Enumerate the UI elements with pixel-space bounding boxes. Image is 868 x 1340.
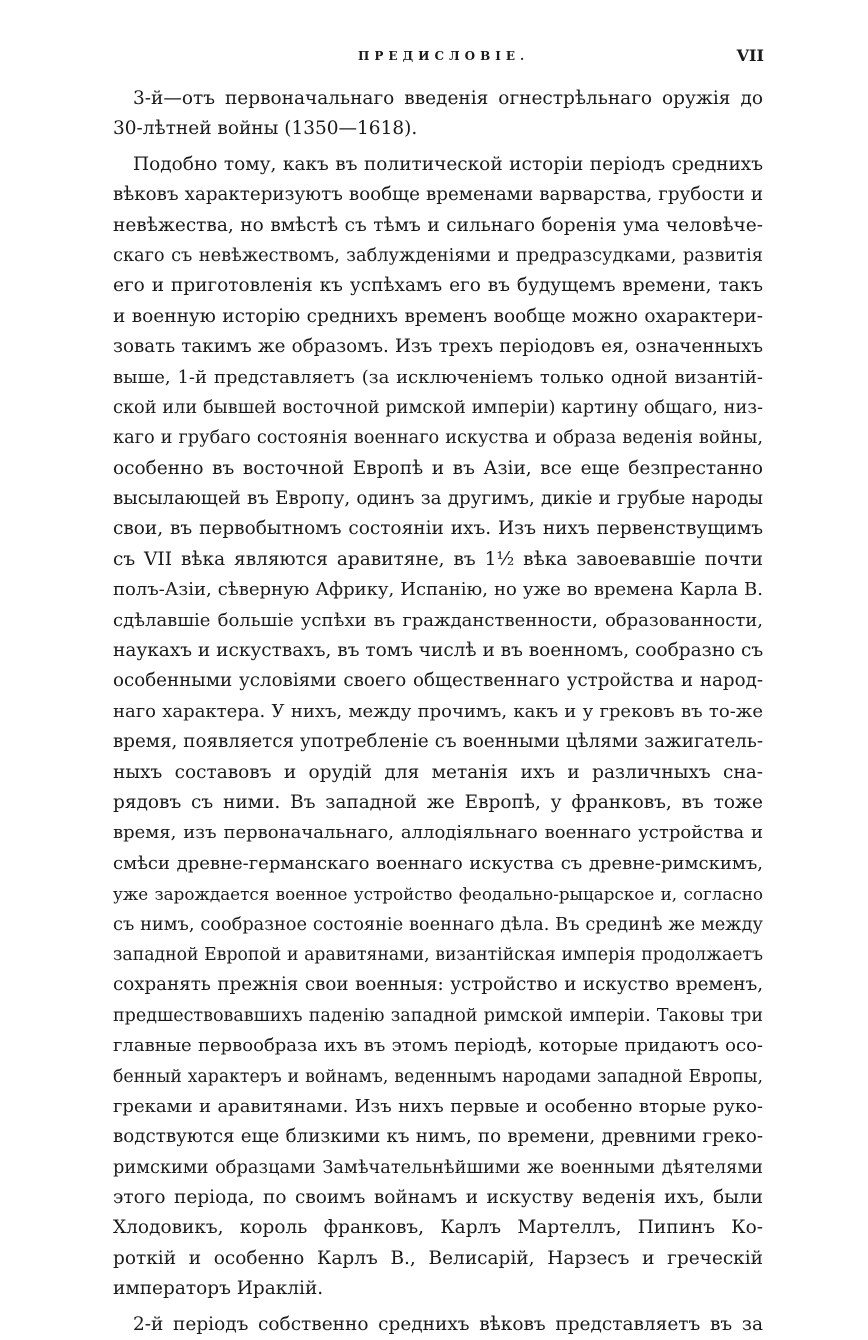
text-line: его и приготовленія къ успѣхамъ его въ будущемъ времени, такъ [113, 275, 763, 297]
text-line: время, изъ первоначальнаго, аллодіяльнаго военнаго устройства и [113, 822, 763, 844]
text-line: Хлодовикъ, король франковъ, Карлъ Мартеллъ, Пипинъ Ко- [113, 1217, 763, 1239]
text-line: свои, въ первобытномъ состояніи ихъ. Изъ нихъ первенствущимъ [113, 518, 763, 540]
text-line: греками и аравитянами. Изъ нихъ первые и особенно вторые руко- [113, 1095, 763, 1117]
text-line: наукахъ и искуствахъ, въ томъ числѣ и въ военномъ, сообразно съ [113, 640, 763, 662]
text-line: зовать такимъ же образомъ. Изъ трехъ періодовъ ея, означенныхъ [113, 336, 763, 358]
text-line: императоръ Ираклій. [113, 1278, 324, 1300]
text-line: полъ-Азіи, сѣверную Африку, Испанію, но уже во времена Карла В. [113, 579, 763, 601]
text-line: предшествовавшихъ паденію западной римской имперіи. Таковы три [113, 1005, 763, 1026]
text-line: 2-й періодъ собственно среднихъ вѣковъ представляетъ въ за [133, 1313, 763, 1335]
page-body [113, 84, 763, 1340]
text-line: рядовъ съ ними. Въ западной же Европѣ, у франковъ, въ тоже [113, 791, 763, 813]
text-line: бенный характеръ и войнамъ, веденнымъ народами западной Европы, [113, 1066, 763, 1087]
page-header [0, 44, 868, 74]
text-line: римскими образцами Замѣчательнѣйшими же военными дѣятелями [113, 1157, 763, 1178]
text-line: и военную исторію среднихъ временъ вообще можно охарактери- [113, 305, 763, 327]
text-line: вѣковъ характеризуютъ вообще временами варварства, грубости и [113, 184, 763, 206]
paragraph [113, 150, 763, 1305]
text-line: время, появляется употребленіе съ военными цѣлями зажигатель- [113, 731, 763, 753]
paragraph [113, 84, 763, 145]
text-line: невѣжества, но вмѣстѣ съ тѣмъ и сильнаго боренія ума человѣче- [113, 214, 763, 236]
text-line: западной Европой и аравитянами, византійская имперія продолжаетъ [113, 944, 763, 965]
text-line: наго характера. У нихъ, между прочимъ, какъ и у грековъ въ то-же [113, 700, 763, 722]
text-line: съ нимъ, сообразное состояніе военнаго дѣла. Въ срединѣ же между [113, 914, 763, 935]
text-line: выше, 1-й представляетъ (за исключеніемъ только одной византій- [113, 366, 763, 388]
text-line: Подобно тому, какъ въ политической исторіи періодъ среднихъ [133, 153, 763, 175]
text-line: особенно въ восточной Европѣ и въ Азіи, все еще безпрестанно [113, 457, 763, 479]
text-line: 30-лѣтней войны (1350—1618). [113, 118, 418, 140]
text-line: главные первообраза ихъ въ этомъ періодѣ, которые придаютъ осо- [113, 1035, 763, 1057]
running-head: ПРЕДИСЛОВІЕ. [358, 49, 530, 63]
text-line: скаго съ невѣжествомъ, заблужденіями и предразсудками, развитія [113, 245, 763, 266]
text-line: роткій и особенно Карлъ В., Велисарій, Нарзесъ и греческій [113, 1247, 763, 1269]
text-line: ныхъ составовъ и орудій для метанія ихъ и различныхъ сна- [113, 761, 763, 783]
text-line: сохранять прежнія свои военныя: устройство и искуство временъ, [113, 974, 763, 996]
text-line: особенными условіями своего общественнаго устройства и народ- [113, 670, 763, 692]
text-line: высылающей въ Европу, одинъ за другимъ, дикіе и грубые народы [113, 488, 763, 510]
paragraph [113, 1310, 763, 1340]
text-line: съ VII вѣка являются аравитяне, въ 1½ вѣка завоевавшіе почти [113, 548, 763, 570]
text-line: смѣси древне-германскаго военнаго искуства съ древне-римскимъ, [113, 852, 763, 874]
page-number: VII [736, 46, 764, 65]
text-line: сдѣлавшіе большіе успѣхи въ гражданственности, образованности, [113, 609, 763, 631]
text-line: этого періода, по своимъ войнамъ и искуству веденія ихъ, были [113, 1187, 763, 1209]
text-line: каго и грубаго состоянія военнаго искуства и образа веденія войны, [113, 428, 763, 449]
text-line: ской или бывшей восточной римской имперіи) картину общаго, низ- [113, 397, 763, 418]
text-line: водствуются еще близкими къ нимъ, по времени, древними греко- [113, 1126, 763, 1148]
text-line: 3-й—отъ первоначальнаго введенія огнестрѣльнаго оружія до [133, 88, 763, 109]
text-line: уже зарождается военное устройство феодально-рыцарское и, согласно [113, 884, 763, 905]
